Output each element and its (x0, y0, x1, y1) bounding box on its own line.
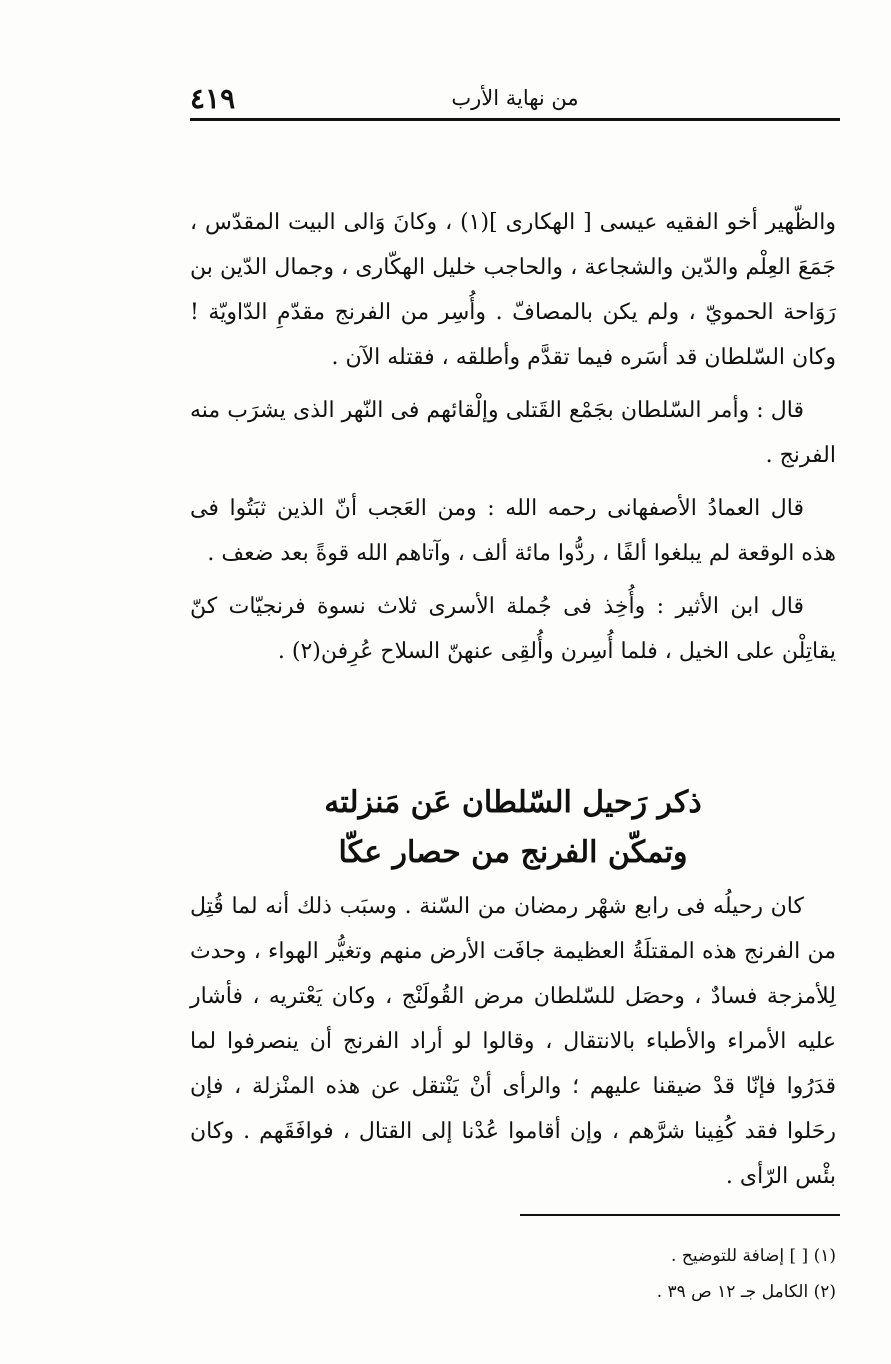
footnote: (١) [ ] إضافة للتوضيح . (671, 1246, 836, 1266)
paragraph: قال : وأمر السّلطان بجَمْع القَتلى وإلْقائهم فى النّهر الذى يشرَب منه الفرنج . (190, 398, 836, 468)
paragraph: والظّهير أخو الفقيه عيسى [ الهكارى ](١) ، وكانَ وَالى البيت المقدّس ، جَمَعَ العِلْم والدّين والشجاعة ، والحاجب خليل الهكّارى ، وجمال الدّين بن رَوَاحة الحمويّ ، ولم يكن بالمصافّ . وأُسِر من الفرنج مقدّمِ الدّاويّة !وكان السّلطان قد أسَره فيما تقدَّم وأطلقه ، فقتله الآن . (190, 210, 836, 370)
footnotes (190, 1238, 836, 1310)
header-rule (190, 118, 840, 121)
paragraph: قال ابن الأثير : وأُخِذ فى جُملة الأسرى ثلاث نسوة فرنجيّات كنّ يقاتِلْن على الخيل ، فلما أُسِرن وأُلقِى عنهنّ السلاح عُرِفن(٢) . (190, 594, 836, 664)
body-text (190, 200, 836, 682)
footnote-rule (520, 1214, 840, 1216)
footnote: (٢) الكامل جـ ١٢ ص ٣٩ . (656, 1282, 836, 1302)
running-title: من نهاية الأرب (451, 86, 579, 110)
paragraph: قال العمادُ الأصفهانى رحمه الله : ومن العَجب أنّ الذين ثبَتُوا فى هذه الوقعة لم يبلغوا ألفًا ، ردُّوا مائة ألف ، وآتاهم الله قوةً بعد ضعف . (190, 496, 836, 566)
page-header (190, 82, 840, 114)
section-body (190, 884, 836, 1207)
section-heading (190, 778, 836, 878)
paragraph: كان رحيلُه فى رابع شهْر رمضان من السّنة . وسبَب ذلك أنه لما قُتِل من الفرنج هذه المقتلَةُ العظيمة جافَت الأرض منهم وتغيُّر الهواء ، وحدث لِلأمزجة فسادٌ ، وحصَل للسّلطان مرض القُولَنْج ، وكان يَعْتريه ، فأشار عليه الأمراء والأطباء بالانتقال ، وقالوا لو أراد الفرنج أن ينصرفوا لما قدَرُوا فإنّا قدْ ضيقنا عليهم ؛ والرأى أنْ يَنْتقل عن هذه المنْزلة ، فإن رحَلوا فقد كُفِينا شرَّهم ، وإن أقاموا عُدْنا إلى القتال ، فوافَقَهم . وكان بئْس الرّأى . (190, 894, 836, 1189)
section-heading-line: وتمكّن الفرنج من حصار عكّا (338, 835, 688, 870)
section-heading-line: ذكر رَحيل السّلطان عَن مَنزلته (324, 785, 702, 820)
page-number: ٤١٩ (190, 82, 236, 115)
